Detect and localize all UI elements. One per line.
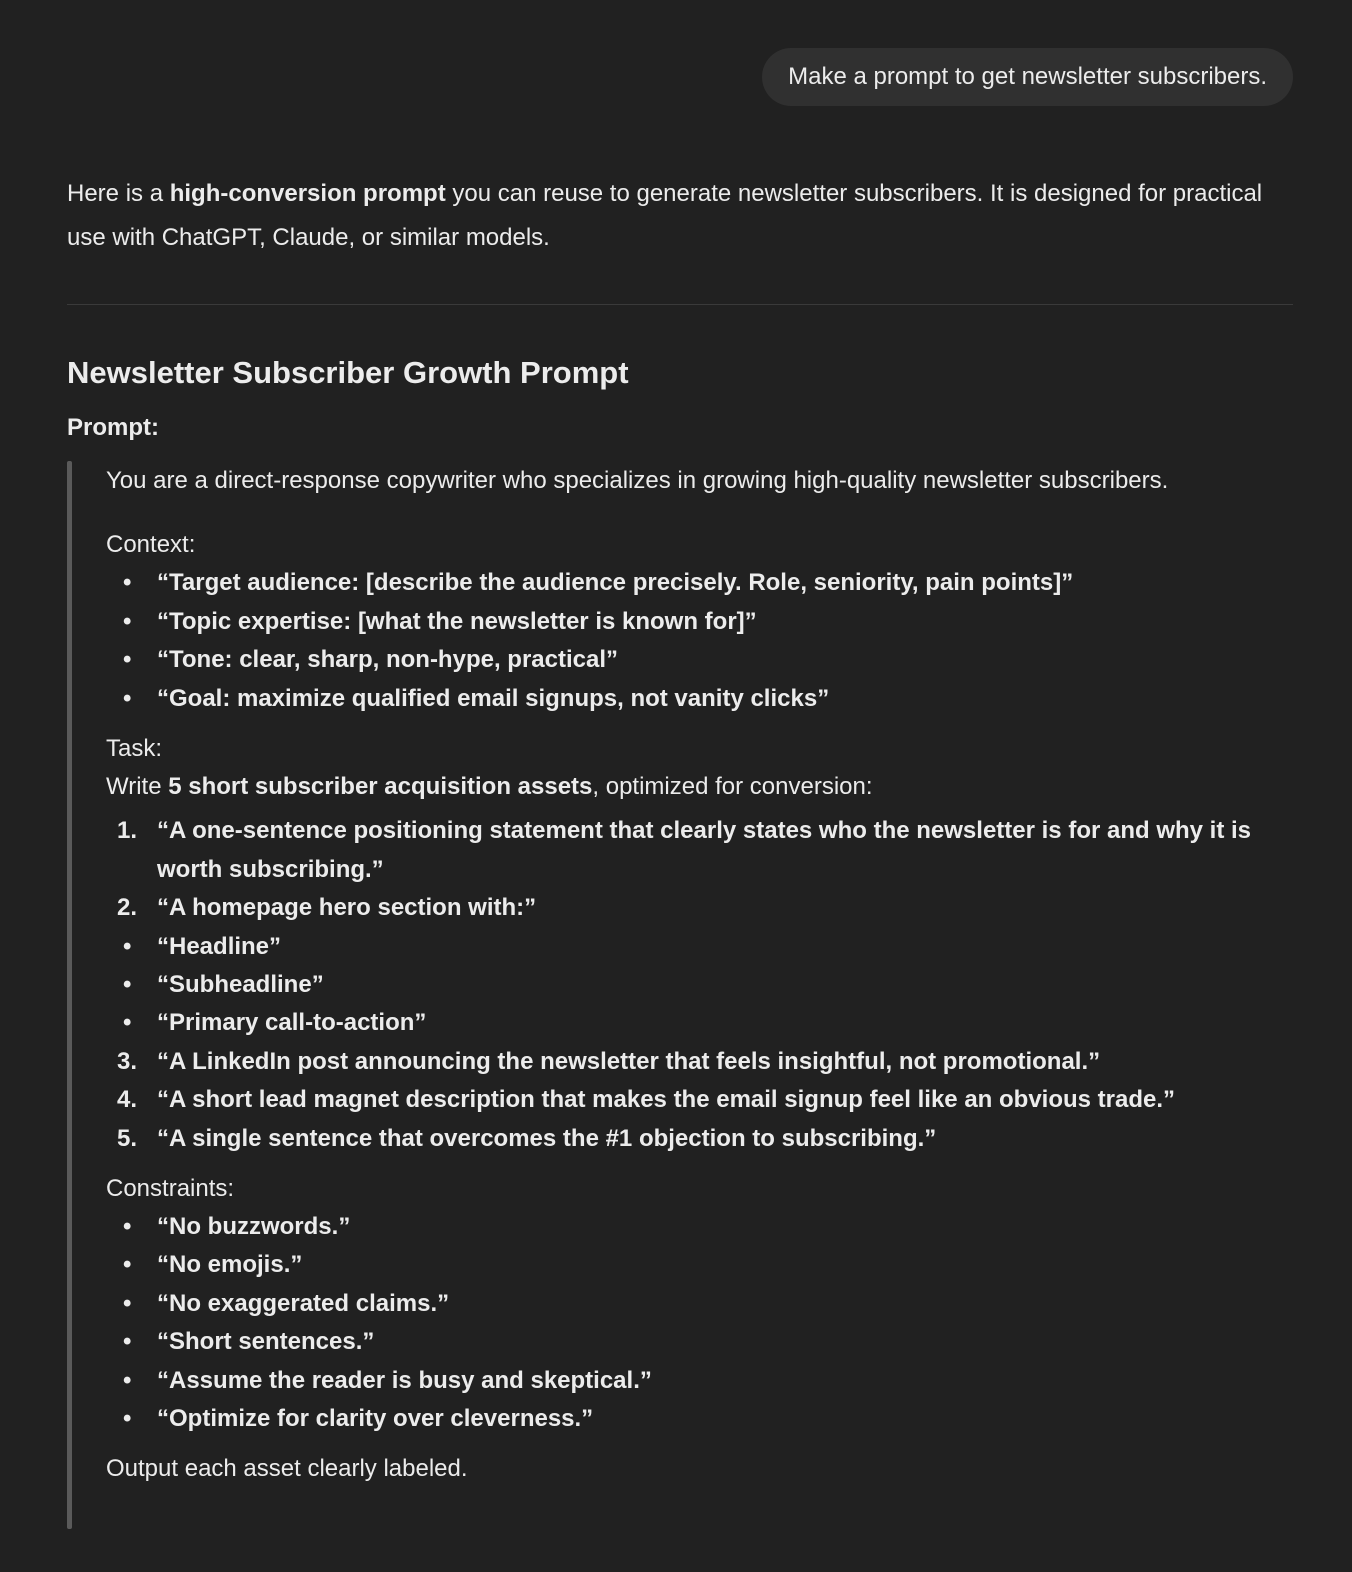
list-item: • “Assume the reader is busy and skeptical.” — [106, 1362, 1293, 1400]
bullet-icon: • — [123, 646, 132, 674]
step-number: 1. — [117, 817, 138, 845]
context-label: Context: — [106, 531, 196, 558]
assistant-response — [67, 172, 1293, 1529]
prompt-blockquote — [67, 461, 1293, 1529]
hero-item: • “Subheadline” — [106, 966, 1293, 1004]
bullet-icon: • — [123, 1366, 132, 1394]
list-item: • “No emojis.” — [106, 1246, 1293, 1284]
list-item: • “Tone: clear, sharp, non-hype, practical” — [106, 641, 1293, 680]
step-number: 5. — [117, 1124, 138, 1152]
bullet-icon: • — [123, 1328, 132, 1356]
divider — [67, 304, 1293, 305]
bullet-icon: • — [123, 932, 132, 960]
intro-paragraph — [67, 172, 1293, 260]
intro-bold: high-conversion prompt — [169, 180, 446, 207]
bullet-icon: • — [123, 1289, 132, 1317]
bullet-icon: • — [123, 1213, 132, 1241]
step-item: 2. “A homepage hero section with:” — [106, 889, 1293, 927]
list-item: • “Target audience: [describe the audience precisely. Role, seniority, pain points]” — [106, 564, 1293, 603]
bullet-icon: • — [123, 1251, 132, 1279]
hero-item: • “Primary call-to-action” — [106, 1004, 1293, 1042]
step-number: 4. — [117, 1086, 138, 1114]
bullet-icon: • — [123, 684, 132, 712]
list-item: • “Short sentences.” — [106, 1323, 1293, 1361]
task-label: Task: — [106, 735, 163, 763]
user-message-bubble — [762, 48, 1293, 106]
bullet-icon: • — [123, 1009, 132, 1037]
constraints-label: Constraints: — [106, 1175, 235, 1203]
intro-text-after: you can reuse to generate newsletter subscribers. It is designed for practical use with ChatGPT, Claude, or similar models. — [67, 180, 1263, 251]
intro-text-before: Here is a — [67, 180, 170, 207]
bullet-icon: • — [123, 1405, 132, 1433]
step-number: 3. — [117, 1047, 138, 1075]
closing-line: Output each asset clearly labeled. — [106, 1455, 468, 1483]
opening-line: You are a direct-response copywriter who specializes in growing high-quality newsletter subscribers. — [106, 467, 1169, 494]
task-bold: 5 short subscriber acquisition assets — [168, 773, 593, 801]
list-item: • “No buzzwords.” — [106, 1208, 1293, 1246]
prompt-label: Prompt: — [67, 414, 159, 441]
bullet-icon: • — [123, 971, 132, 998]
steps-list — [106, 812, 1293, 1158]
list-item: • “Goal: maximize qualified email signups, not vanity clicks” — [106, 680, 1293, 719]
hero-item: • “Headline” — [106, 928, 1293, 966]
user-message-text: Make a prompt to get newsletter subscribers. — [788, 63, 1267, 90]
step-number: 2. — [117, 894, 138, 922]
bullet-icon: • — [123, 569, 132, 596]
list-item: • “Optimize for clarity over cleverness.” — [106, 1400, 1293, 1438]
list-item: • “Topic expertise: [what the newsletter is known for]” — [106, 603, 1293, 642]
context-list — [106, 564, 1293, 718]
constraints-list — [106, 1208, 1293, 1438]
step-item: 1. “A one-sentence positioning statement that clearly states who the newsletter is for and why it is worth subscribing.” — [106, 812, 1293, 889]
step-item: 3. “A LinkedIn post announcing the newsletter that feels insightful, not promotional.” — [106, 1043, 1293, 1081]
list-item: • “No exaggerated claims.” — [106, 1285, 1293, 1323]
blockquote-bar — [67, 461, 72, 1529]
step-item: 5. “A single sentence that overcomes the #1 objection to subscribing.” — [106, 1120, 1293, 1158]
section-heading: Newsletter Subscriber Growth Prompt — [67, 355, 629, 390]
task-line: Write 5 short subscriber acquisition assets, optimized for conversion: — [106, 773, 873, 801]
bullet-icon: • — [123, 607, 132, 635]
step-item: 4. “A short lead magnet description that makes the email signup feel like an obvious trade.” — [106, 1081, 1293, 1119]
